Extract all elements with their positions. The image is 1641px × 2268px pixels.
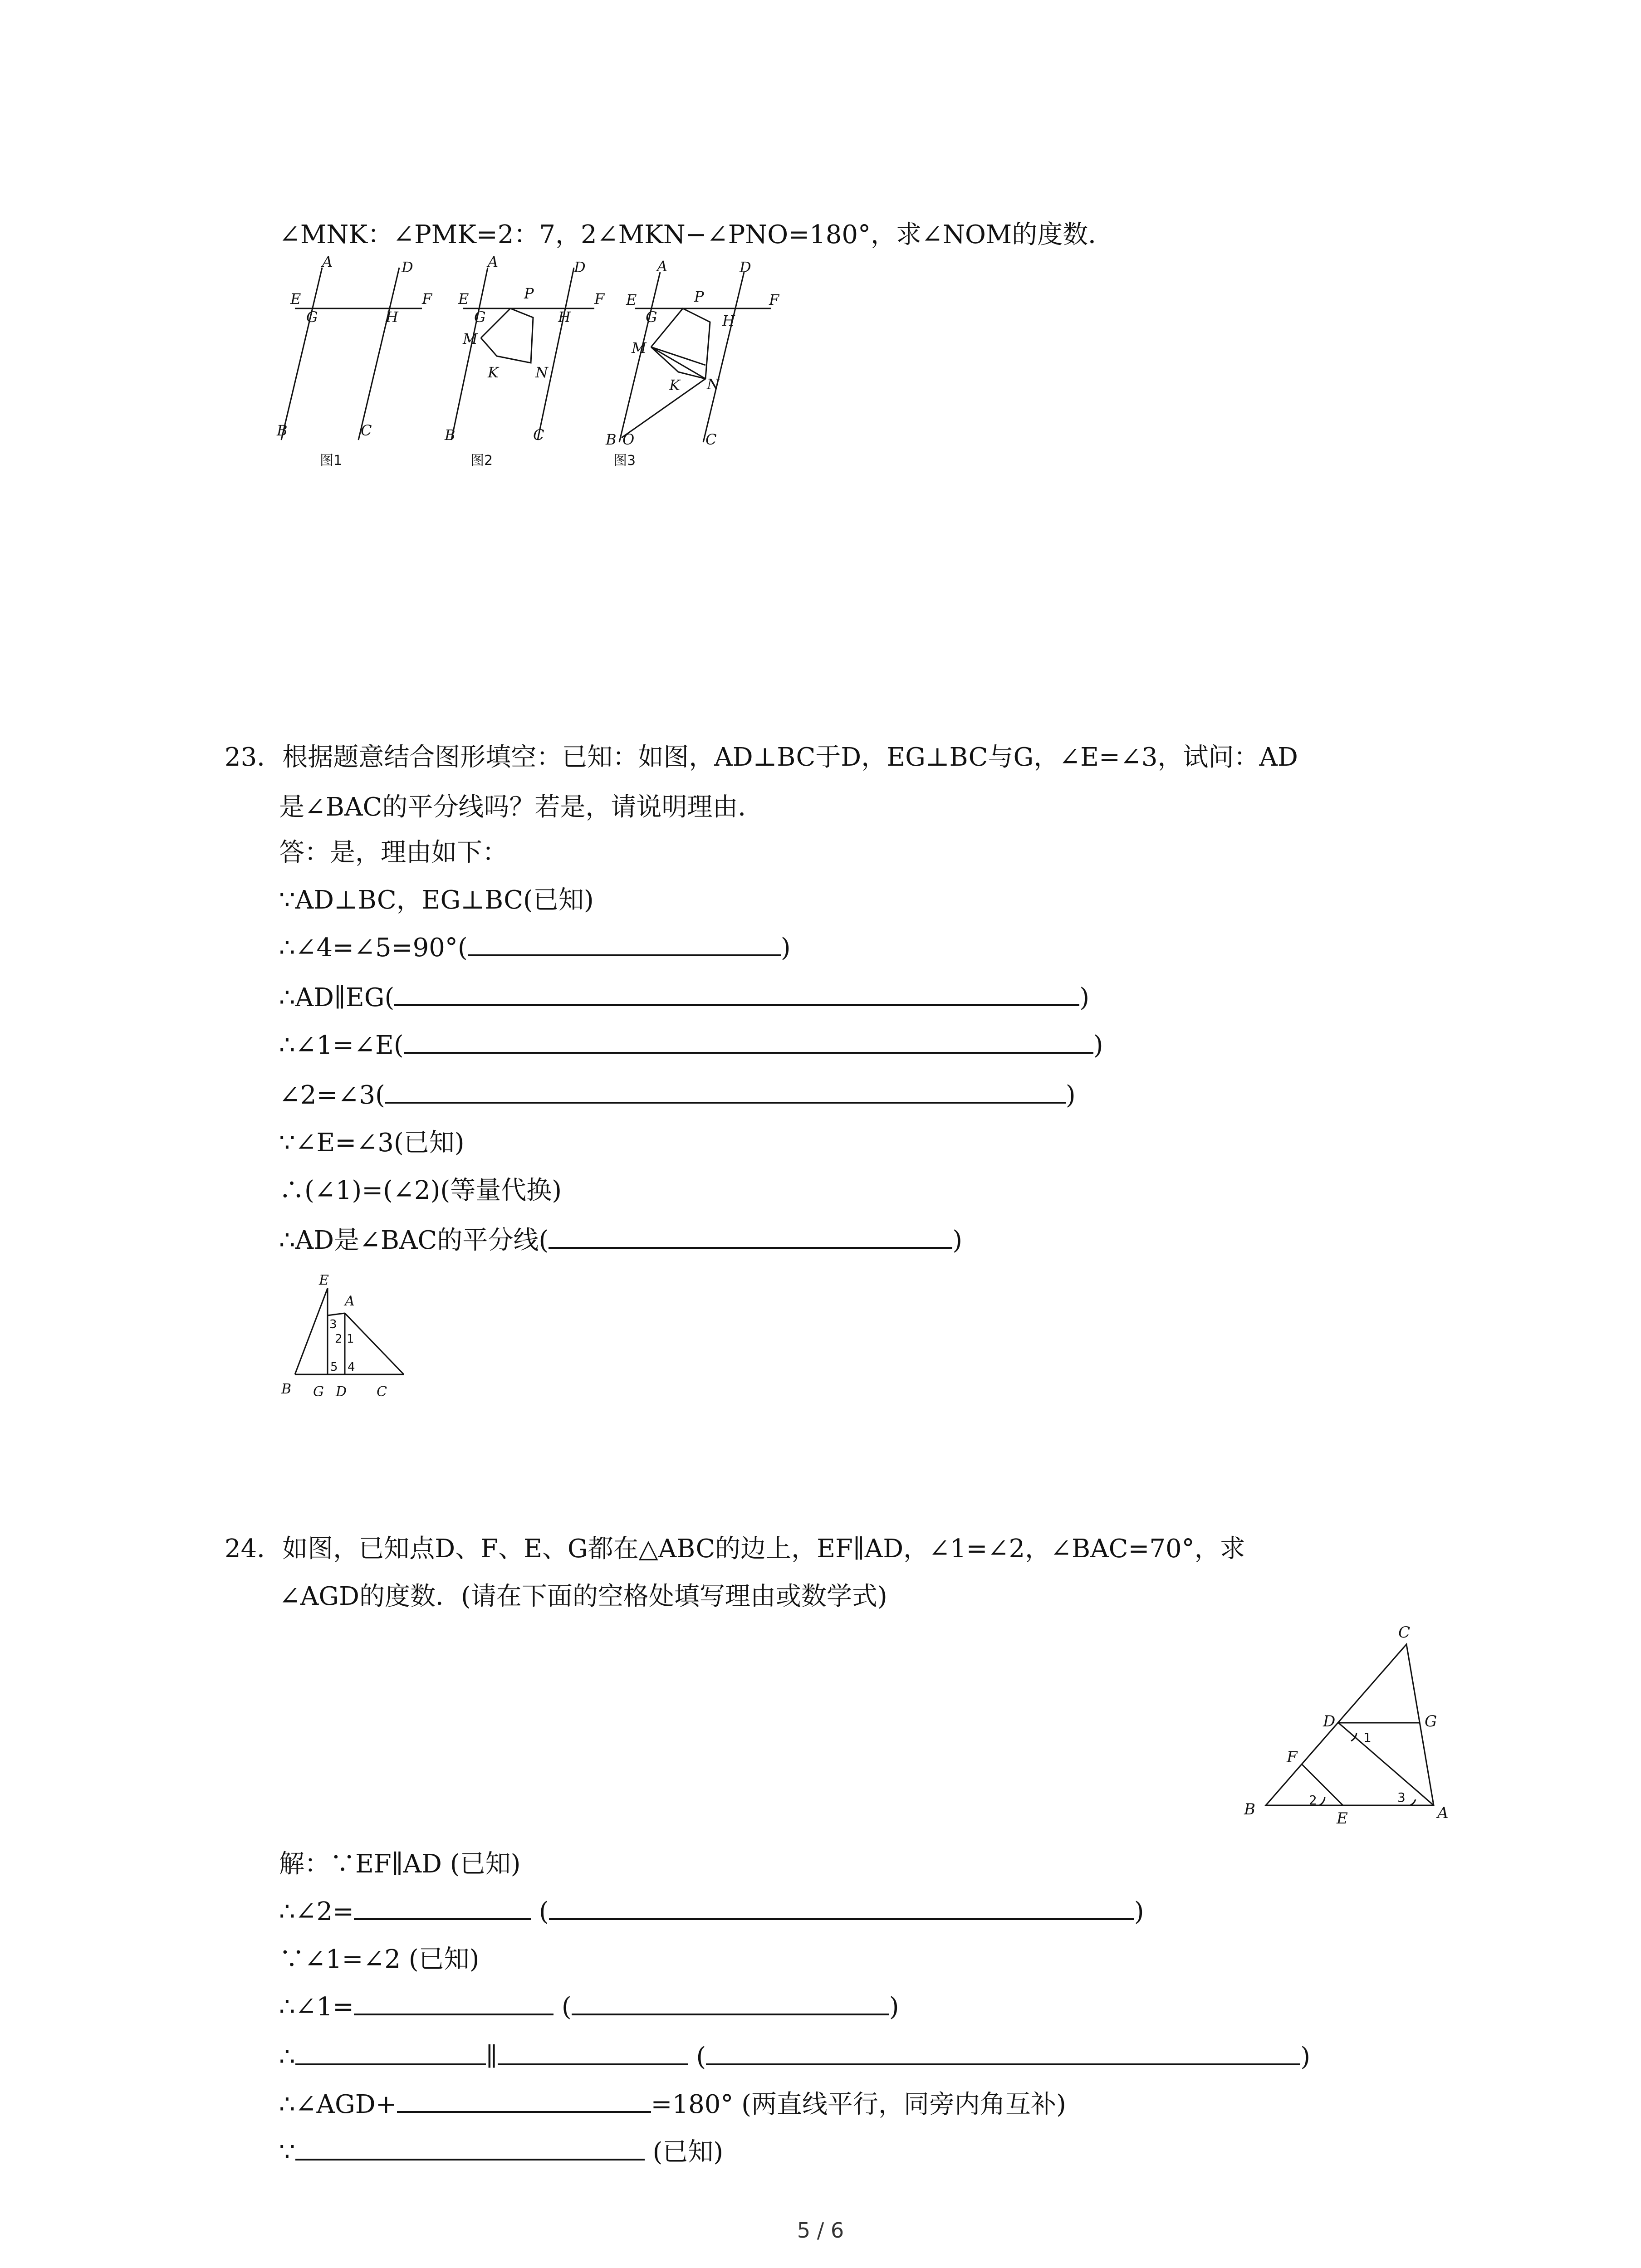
angle-2: 2 bbox=[1309, 1793, 1317, 1808]
q23-step-2 bbox=[279, 930, 791, 966]
step-text: ∴∠1=∠E( bbox=[279, 1031, 404, 1060]
step-text: ∴∠2= bbox=[279, 1897, 354, 1926]
q23-prompt-line-2: 是∠BAC的平分线吗？若是，请说明理由． bbox=[279, 792, 764, 822]
label-K: K bbox=[488, 364, 499, 381]
label-B: B bbox=[281, 1381, 292, 1397]
parallel-symbol: ∥ bbox=[485, 2042, 498, 2072]
label-H: H bbox=[722, 312, 735, 329]
blank-reason-4[interactable] bbox=[385, 1080, 1066, 1104]
q23-prompt-line-1: 23．根据题意结合图形填空：已知：如图，AD⊥BC于D，EG⊥BC与G，∠E=∠3，试问：AD bbox=[225, 743, 1298, 772]
close-paren: ) bbox=[1134, 1897, 1144, 1926]
page-number: 5 / 6 bbox=[797, 2218, 844, 2243]
label-A: A bbox=[657, 258, 668, 275]
blank-reason-3[interactable] bbox=[404, 1030, 1093, 1054]
blank-angle-1[interactable] bbox=[354, 1992, 554, 2015]
angle-5: 5 bbox=[330, 1360, 338, 1374]
step-text: ∠2=∠3( bbox=[279, 1080, 385, 1110]
label-B: B bbox=[277, 422, 288, 439]
q23-step-8 bbox=[279, 1222, 962, 1259]
step-text: ∴∠AGD+ bbox=[279, 2090, 397, 2119]
label-C: C bbox=[377, 1384, 387, 1400]
q23-step-6: ∵∠E=∠3(已知) bbox=[279, 1128, 465, 1158]
q22-figure-1 bbox=[272, 253, 436, 476]
label-D: D bbox=[402, 259, 413, 276]
label-A: A bbox=[345, 1293, 355, 1309]
label-A: A bbox=[488, 253, 499, 270]
label-D: D bbox=[574, 259, 586, 276]
figure-1-caption: 图1 bbox=[320, 453, 343, 469]
label-D: D bbox=[740, 259, 751, 276]
figure-2-caption: 图2 bbox=[470, 453, 493, 469]
blank-angle-2[interactable] bbox=[354, 1897, 531, 1920]
q24-solution-2 bbox=[279, 1894, 1144, 1930]
q22-figure-3 bbox=[603, 259, 785, 476]
label-K: K bbox=[669, 376, 680, 394]
label-E: E bbox=[1337, 1809, 1348, 1828]
label-B: B bbox=[606, 431, 617, 448]
q22-figure-2 bbox=[442, 253, 606, 476]
blank-angle-sum[interactable] bbox=[397, 2089, 651, 2113]
q23-step-7: ∴(∠1)=(∠2)(等量代换) bbox=[279, 1176, 562, 1205]
label-G: G bbox=[1425, 1712, 1437, 1730]
label-F: F bbox=[594, 290, 605, 308]
label-A: A bbox=[322, 253, 333, 270]
label-D: D bbox=[336, 1384, 347, 1400]
label-P: P bbox=[524, 285, 534, 302]
q24-solution-6 bbox=[279, 2087, 1066, 2123]
open-paren: ( bbox=[539, 1897, 549, 1926]
step-text: ∴AD是∠BAC的平分线( bbox=[279, 1226, 549, 1255]
label-F: F bbox=[1287, 1748, 1298, 1766]
q22-condition-line: ∠MNK：∠PMK=2：7，2∠MKN−∠PNO=180°，求∠NOM的度数． bbox=[279, 220, 1114, 249]
q24-prompt-line-1: 24．如图，已知点D、F、E、G都在△ABC的边上，EF∥AD，∠1=∠2，∠BAC=70°，求 bbox=[225, 1534, 1245, 1564]
close-paren: ) bbox=[780, 933, 791, 963]
angle-1: 1 bbox=[347, 1332, 354, 1346]
close-paren: ) bbox=[889, 1992, 899, 2022]
angle-3: 3 bbox=[329, 1318, 337, 1331]
step-text: ∴∠4=∠5=90°( bbox=[279, 933, 468, 963]
label-C: C bbox=[1398, 1623, 1411, 1642]
q24-solution-3: ∵∠1=∠2 (已知) bbox=[279, 1945, 480, 1974]
q23-step-4 bbox=[279, 1027, 1103, 1064]
step-text: ∴∠1= bbox=[279, 1992, 354, 2022]
q23-figure bbox=[277, 1270, 413, 1406]
label-G: G bbox=[313, 1384, 324, 1400]
label-C: C bbox=[705, 431, 717, 448]
step-text: ∵ bbox=[279, 2137, 295, 2167]
blank-line-1[interactable] bbox=[295, 2042, 486, 2065]
blank-reason-1[interactable] bbox=[549, 1897, 1134, 1920]
q24-solution-5 bbox=[279, 2039, 1310, 2075]
angle-3: 3 bbox=[1397, 1790, 1406, 1805]
label-G: G bbox=[474, 308, 486, 326]
label-B: B bbox=[445, 426, 456, 444]
blank-given[interactable] bbox=[295, 2137, 645, 2160]
q24-solution-4 bbox=[279, 1989, 899, 2025]
label-A: A bbox=[1437, 1804, 1449, 1822]
blank-reason-1[interactable] bbox=[468, 933, 781, 956]
blank-reason-3[interactable] bbox=[706, 2042, 1300, 2065]
step-text: ∴ bbox=[279, 2042, 295, 2072]
label-E: E bbox=[626, 291, 637, 308]
label-C: C bbox=[533, 426, 544, 444]
open-paren: ( bbox=[696, 2042, 706, 2072]
blank-line-2[interactable] bbox=[498, 2042, 688, 2065]
angle-1: 1 bbox=[1363, 1730, 1372, 1745]
blank-reason-5[interactable] bbox=[549, 1225, 952, 1249]
label-O: O bbox=[622, 431, 635, 448]
label-D: D bbox=[1323, 1712, 1336, 1730]
label-M: M bbox=[632, 339, 647, 357]
q24-solution-7 bbox=[279, 2134, 723, 2170]
label-P: P bbox=[694, 288, 704, 305]
label-H: H bbox=[558, 308, 571, 326]
label-N: N bbox=[535, 364, 548, 381]
close-paren: ) bbox=[1300, 2042, 1311, 2072]
label-B: B bbox=[1244, 1800, 1255, 1818]
angle-4: 4 bbox=[348, 1360, 355, 1374]
label-G: G bbox=[306, 308, 318, 326]
angle-2: 2 bbox=[335, 1332, 343, 1346]
label-F: F bbox=[769, 291, 779, 308]
step-text: ∴AD∥EG( bbox=[279, 983, 395, 1012]
label-N: N bbox=[707, 376, 720, 393]
q23-step-3 bbox=[279, 980, 1089, 1016]
step-text-end: (已知) bbox=[652, 2137, 724, 2167]
close-paren: ) bbox=[1065, 1080, 1076, 1110]
blank-reason-2[interactable] bbox=[394, 982, 1079, 1006]
q23-answer-intro: 答：是，理由如下： bbox=[279, 838, 508, 867]
close-paren: ) bbox=[1093, 1031, 1103, 1060]
label-G: G bbox=[646, 308, 657, 326]
blank-reason-2[interactable] bbox=[572, 1992, 889, 2015]
label-F: F bbox=[422, 290, 432, 308]
q24-prompt-line-2: ∠AGD的度数．(请在下面的空格处填写理由或数学式) bbox=[279, 1582, 887, 1611]
q24-figure bbox=[1234, 1615, 1461, 1842]
label-H: H bbox=[386, 308, 398, 326]
close-paren: ) bbox=[952, 1226, 963, 1255]
label-E: E bbox=[319, 1272, 329, 1288]
open-paren: ( bbox=[561, 1992, 572, 2022]
q24-solution-1: 解：∵EF∥AD (已知) bbox=[279, 1849, 521, 1879]
label-C: C bbox=[361, 422, 372, 439]
label-E: E bbox=[458, 290, 469, 308]
step-text-end: =180° (两直线平行，同旁内角互补) bbox=[651, 2090, 1066, 2119]
figure-3-caption: 图3 bbox=[613, 453, 636, 469]
q23-step-5 bbox=[279, 1077, 1076, 1114]
label-E: E bbox=[290, 290, 301, 308]
close-paren: ) bbox=[1079, 983, 1090, 1012]
q23-step-1: ∵AD⊥BC，EG⊥BC(已知) bbox=[279, 885, 594, 915]
label-M: M bbox=[463, 330, 478, 347]
